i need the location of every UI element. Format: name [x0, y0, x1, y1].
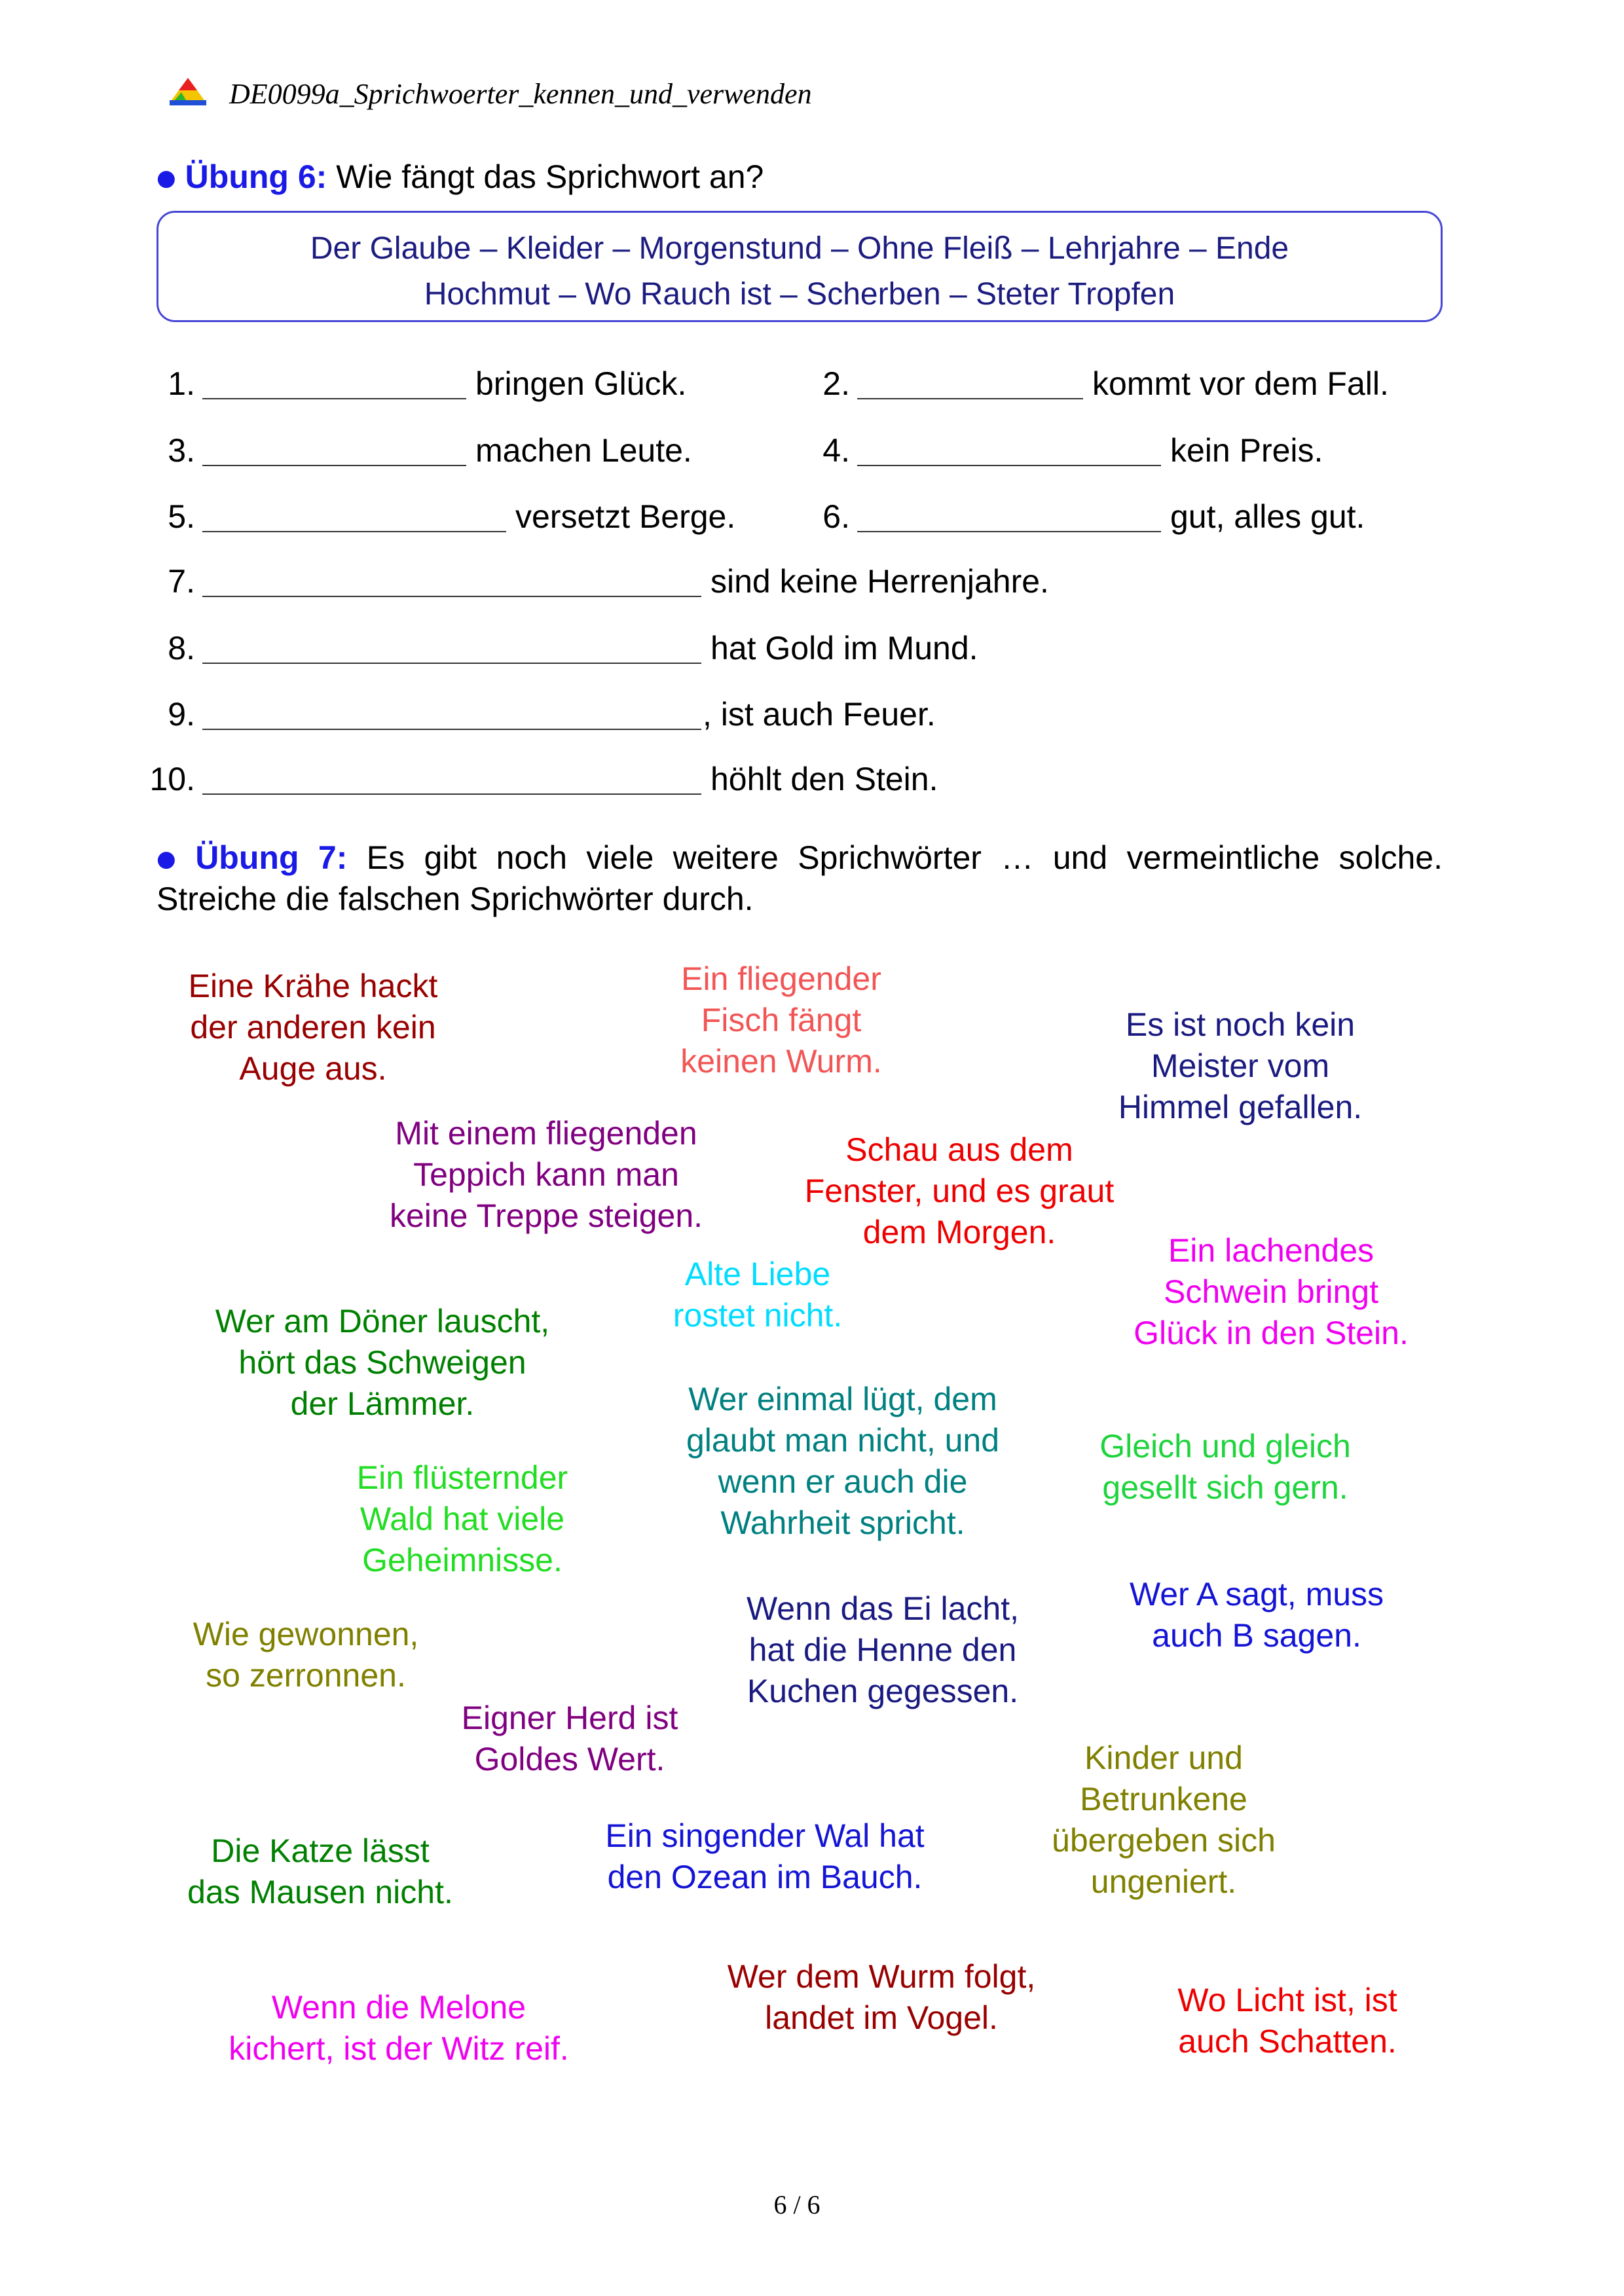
- proverb-line: Eigner Herd ist: [461, 1700, 678, 1736]
- proverb-line: Es ist noch kein: [1125, 1006, 1356, 1043]
- item-number: 5.: [168, 498, 195, 535]
- proverb-line: Wahrheit spricht.: [720, 1504, 965, 1541]
- proverb-line: Wenn das Ei lacht,: [747, 1590, 1019, 1627]
- bullet-icon: ●: [157, 165, 176, 191]
- exercise-item: [144, 431, 692, 470]
- proverb-line: Betrunkene: [1080, 1781, 1247, 1817]
- item-text: bringen Glück.: [475, 365, 687, 402]
- item-number: 7.: [168, 563, 195, 600]
- answer-blank: [857, 439, 1161, 466]
- proverb-line: der anderen kein: [190, 1009, 436, 1046]
- proverb-line: Kinder und: [1084, 1740, 1243, 1776]
- answer-blank: [202, 505, 506, 532]
- proverb: [1027, 1574, 1486, 1656]
- proverb: [652, 1956, 1111, 2039]
- exercise-6-instruction: Wie fängt das Sprichwort an?: [336, 158, 764, 195]
- proverb: [233, 1457, 692, 1581]
- proverb-line: Eine Krähe hackt: [188, 968, 438, 1004]
- exercise-7-instruction: Es gibt noch viele weitere Sprichwörter … und vermeintliche solche.: [366, 839, 1443, 876]
- item-number: 1.: [168, 365, 195, 402]
- proverb-line: wenn er auch die: [718, 1463, 968, 1500]
- document-title: DE0099a_Sprichwoerter_kennen_und_verwenden: [229, 78, 812, 110]
- item-text: sind keine Herrenjahre.: [710, 563, 1049, 600]
- answer-blank: [857, 372, 1083, 399]
- proverb-line: Wo Licht ist, ist: [1177, 1982, 1397, 2018]
- answer-blank: [202, 570, 701, 597]
- exercise-item: [144, 364, 686, 403]
- proverb: [552, 958, 1010, 1082]
- answer-blank: [202, 372, 466, 399]
- item-number: 4.: [822, 432, 850, 469]
- exercise-item: [144, 695, 936, 734]
- item-number: 10.: [149, 761, 195, 797]
- item-number: 9.: [168, 696, 195, 733]
- exercise-item: [144, 759, 938, 799]
- exercise-7-line-1: [157, 838, 1443, 879]
- exercise-item: [799, 431, 1323, 470]
- word-bank-box: [157, 211, 1443, 322]
- proverb-line: Wie gewonnen,: [193, 1616, 419, 1652]
- proverb: [536, 1815, 994, 1898]
- exercise-item: [144, 629, 978, 668]
- proverb-line: Ein fliegender: [681, 960, 881, 997]
- proverb-line: dem Morgen.: [862, 1214, 1056, 1250]
- proverb-line: Wenn die Melone: [271, 1989, 526, 2026]
- proverb-line: Ein flüsternder: [356, 1459, 568, 1496]
- proverb-line: Wald hat viele: [360, 1501, 565, 1537]
- proverb-line: Kuchen gegessen.: [747, 1673, 1019, 1709]
- proverb-line: keinen Wurm.: [680, 1043, 882, 1080]
- proverb-line: Goldes Wert.: [474, 1741, 665, 1777]
- proverb: [996, 1426, 1454, 1508]
- item-text: kommt vor dem Fall.: [1092, 365, 1389, 402]
- item-text: machen Leute.: [475, 432, 692, 469]
- proverb-line: auch B sagen.: [1152, 1617, 1361, 1654]
- proverb-line: Schwein bringt: [1164, 1273, 1378, 1310]
- proverb-line: das Mausen nicht.: [187, 1874, 453, 1910]
- word-bank-line-2: Hochmut – Wo Rauch ist – Scherben – Steter Tropfen: [424, 277, 1175, 312]
- item-text: höhlt den Stein.: [710, 761, 938, 797]
- proverb: [84, 966, 542, 1089]
- item-number: 8.: [168, 630, 195, 666]
- proverb-line: Schau aus dem: [845, 1131, 1073, 1168]
- proverb-line: auch Schatten.: [1178, 2023, 1397, 2060]
- proverb-line: Ein lachendes: [1168, 1232, 1375, 1269]
- proverb-line: kichert, ist der Witz reif.: [229, 2030, 569, 2067]
- item-text: gut, alles gut.: [1170, 498, 1365, 535]
- exercise-item: [144, 497, 735, 536]
- item-number: 3.: [168, 432, 195, 469]
- proverb-line: Fisch fängt: [701, 1002, 862, 1038]
- proverb-line: glaubt man nicht, und: [686, 1422, 1000, 1459]
- exercise-6-heading: [157, 157, 764, 198]
- proverb-line: Glück in den Stein.: [1134, 1315, 1409, 1351]
- exercise-item: [144, 562, 1049, 601]
- answer-blank: [202, 702, 701, 730]
- proverb: [317, 1113, 775, 1237]
- proverb-line: landet im Vogel.: [765, 1999, 998, 2036]
- proverb-line: Alte Liebe: [684, 1256, 831, 1292]
- exercise-7-instruction-line-2: Streiche die falschen Sprichwörter durch.: [157, 881, 754, 917]
- proverb-line: Wer am Döner lauscht,: [215, 1303, 550, 1339]
- proverb-line: übergeben sich: [1052, 1822, 1276, 1859]
- proverb: [1011, 1004, 1469, 1128]
- item-text: versetzt Berge.: [515, 498, 736, 535]
- item-text: hat Gold im Mund.: [710, 630, 978, 666]
- proverb-line: Meister vom: [1151, 1048, 1330, 1084]
- bullet-icon: ●: [157, 846, 187, 872]
- page-number: 6 / 6: [773, 2190, 821, 2219]
- proverb-line: Wer dem Wurm folgt,: [727, 1958, 1036, 1995]
- exercise-7-label: Übung 7:: [195, 839, 348, 876]
- proverb: [91, 1831, 549, 1913]
- proverb-line: Fenster, und es graut: [804, 1173, 1115, 1209]
- item-number: 2.: [822, 365, 850, 402]
- proverb-line: ungeniert.: [1090, 1863, 1237, 1900]
- proverb-line: so zerronnen.: [206, 1657, 406, 1694]
- answer-blank: [202, 636, 701, 664]
- proverb: [341, 1698, 799, 1780]
- proverb-line: hat die Henne den: [748, 1631, 1017, 1668]
- proverb-line: rostet nicht.: [673, 1297, 843, 1334]
- proverb-line: Wer einmal lügt, dem: [688, 1381, 997, 1417]
- word-bank-line-1: Der Glaube – Kleider – Morgenstund – Ohne Fleiß – Lehrjahre – Ende: [310, 231, 1289, 266]
- proverb-line: Mit einem fliegenden: [395, 1115, 697, 1152]
- proverb-line: gesellt sich gern.: [1102, 1469, 1348, 1506]
- item-number: 6.: [822, 498, 850, 535]
- proverb-line: Teppich kann man: [413, 1156, 679, 1193]
- proverb: [1042, 1230, 1500, 1354]
- proverb-line: Wer A sagt, muss: [1129, 1576, 1384, 1613]
- proverb-line: Die Katze lässt: [211, 1832, 430, 1869]
- proverb: [1058, 1980, 1517, 2062]
- item-text: kein Preis.: [1170, 432, 1323, 469]
- proverb-line: Gleich und gleich: [1099, 1428, 1351, 1465]
- proverb-line: hört das Schweigen: [238, 1344, 526, 1381]
- item-text: , ist auch Feuer.: [703, 696, 936, 733]
- proverb-line: Ein singender Wal hat: [605, 1817, 925, 1854]
- proverb-line: keine Treppe steigen.: [389, 1197, 703, 1234]
- proverb-line: den Ozean im Bauch.: [607, 1859, 923, 1895]
- proverb-line: Himmel gefallen.: [1118, 1089, 1363, 1125]
- proverb: [170, 1987, 628, 2069]
- proverb: [153, 1301, 612, 1425]
- logo-icon: [168, 77, 208, 107]
- exercise-item: [799, 364, 1389, 403]
- exercise-item: [799, 497, 1365, 536]
- proverb-line: der Lämmer.: [290, 1385, 475, 1422]
- answer-blank: [202, 439, 466, 466]
- proverb-line: Geheimnisse.: [362, 1542, 563, 1578]
- answer-blank: [202, 767, 701, 795]
- exercise-7-heading: [157, 838, 1443, 919]
- answer-blank: [857, 505, 1161, 532]
- proverb: [934, 1738, 1393, 1903]
- proverb-line: Auge aus.: [239, 1050, 387, 1087]
- exercise-6-label: Übung 6:: [185, 158, 327, 195]
- proverb: [77, 1614, 535, 1696]
